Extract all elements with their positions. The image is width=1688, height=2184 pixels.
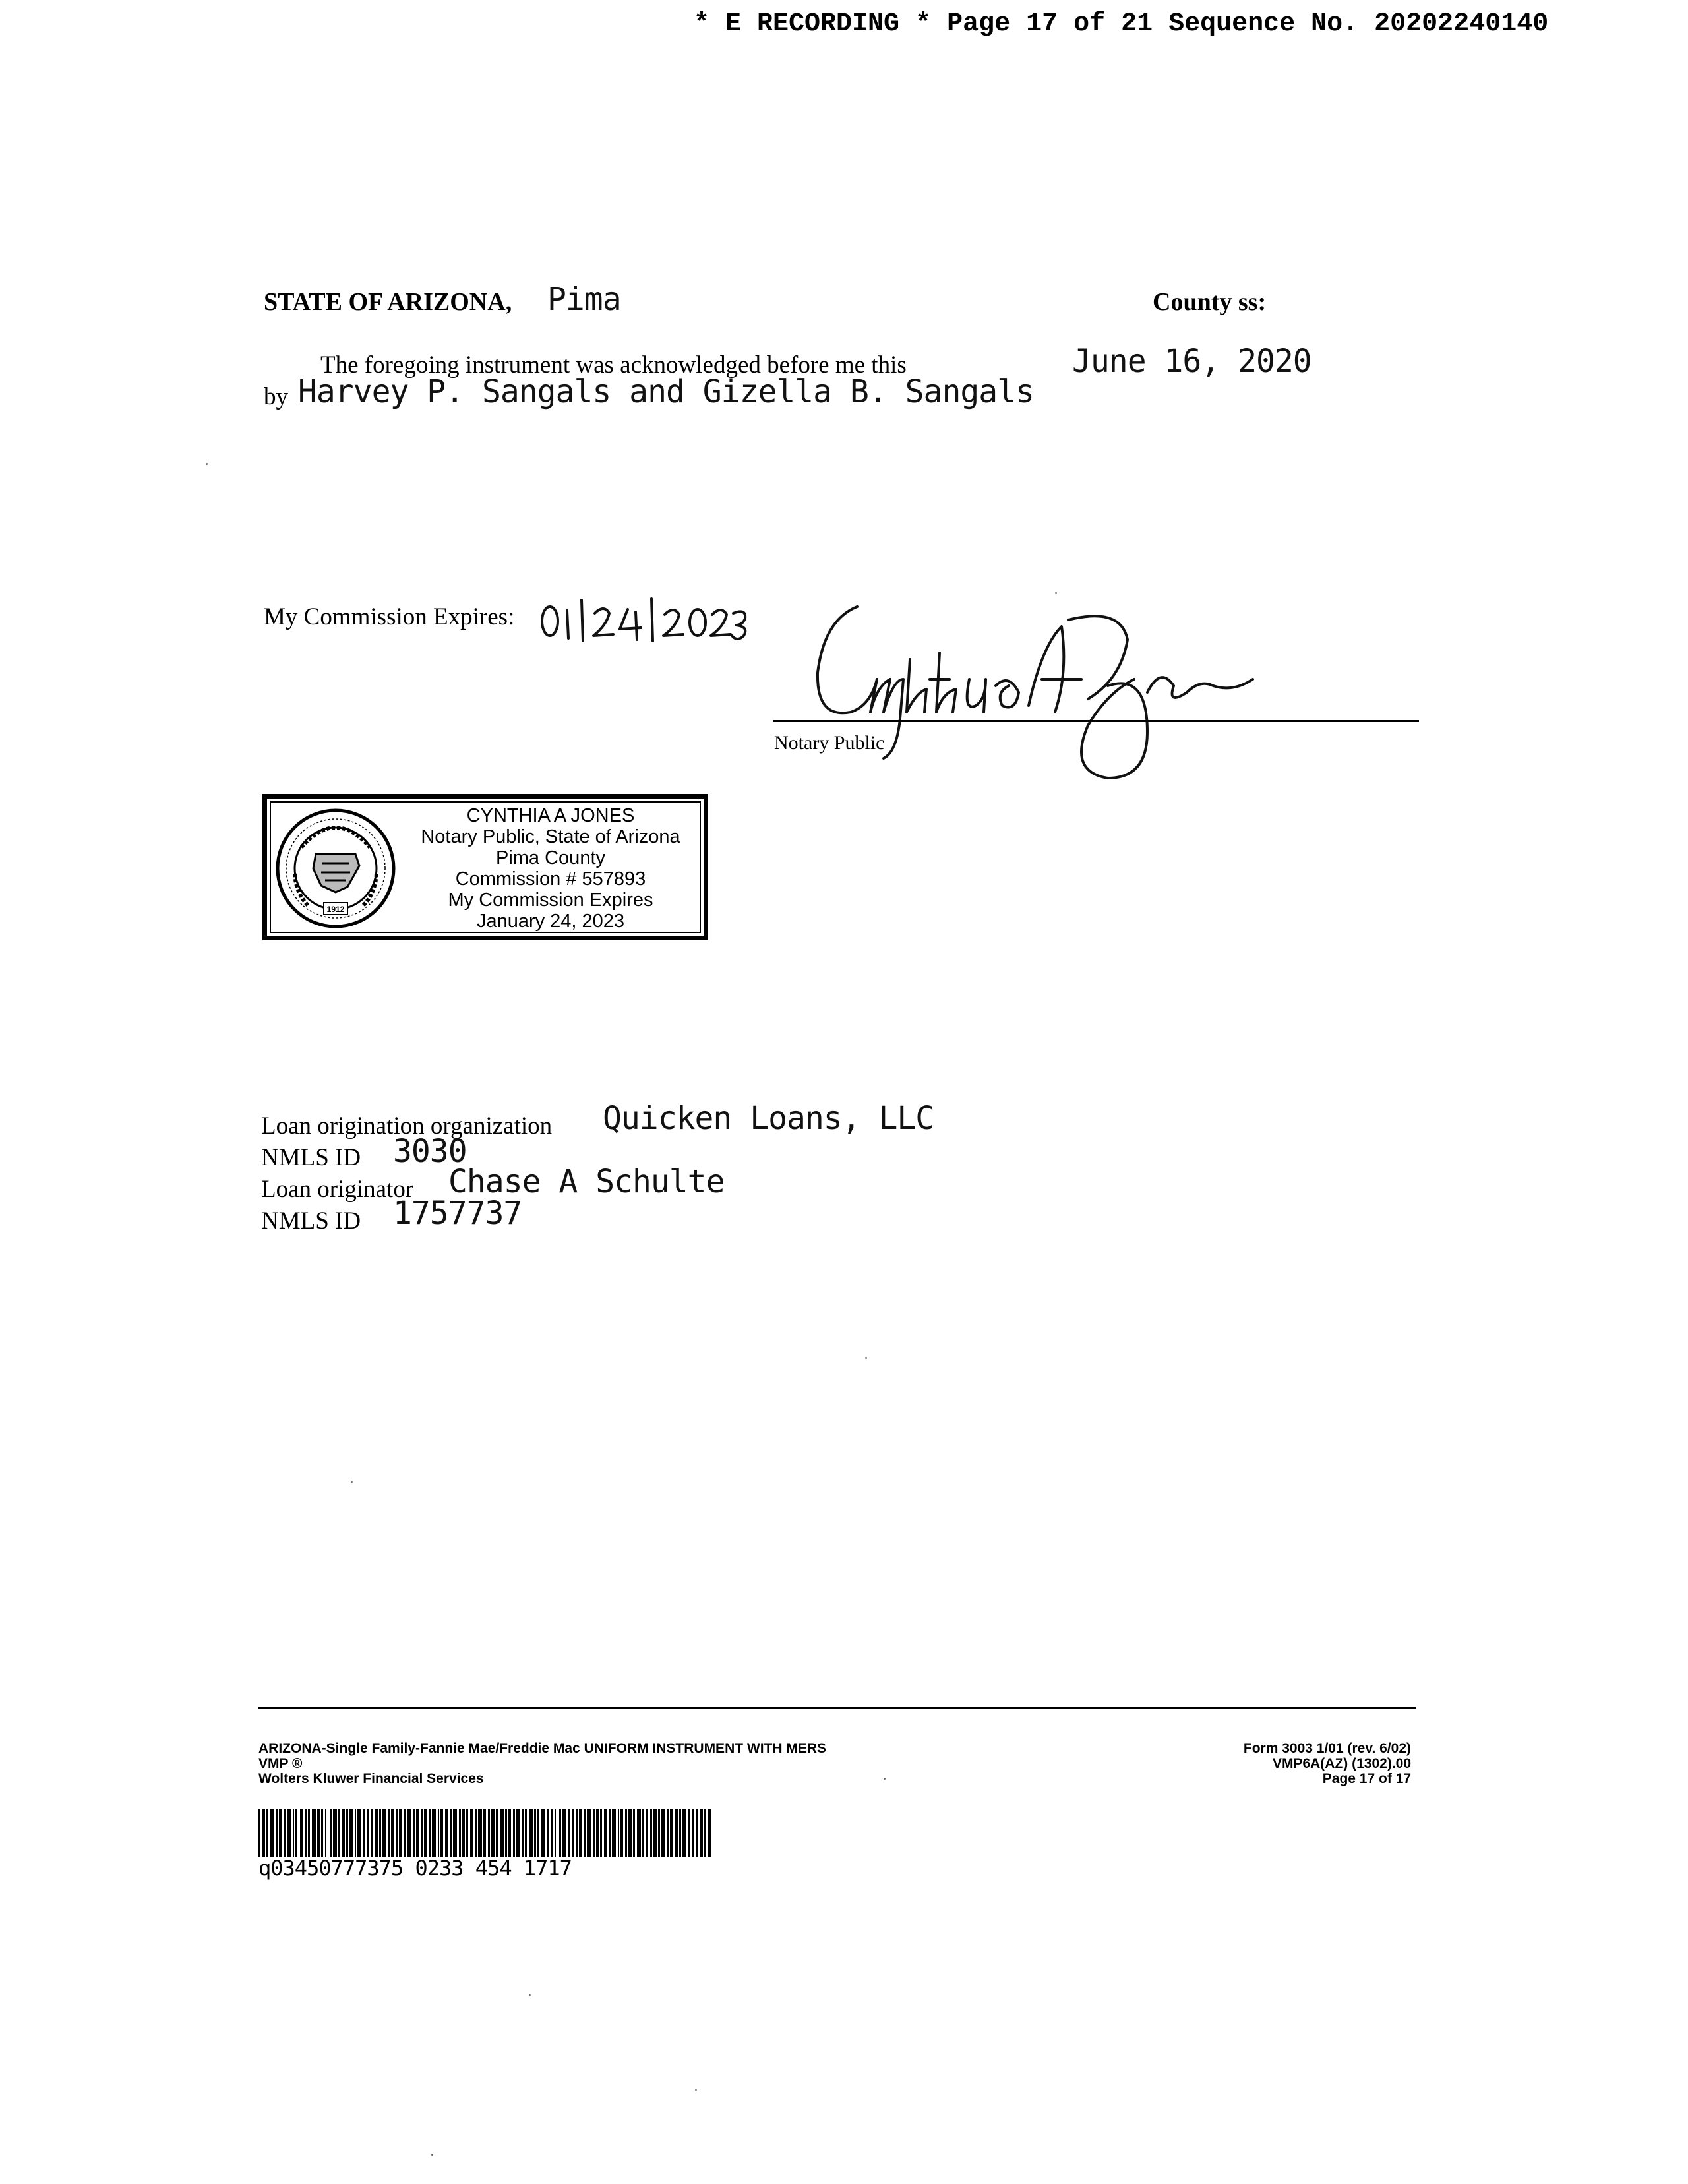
originator-nmls-value: 1757737: [393, 1195, 522, 1232]
footer-publisher: Wolters Kluwer Financial Services: [258, 1771, 484, 1786]
org-nmls-label: NMLS ID: [261, 1144, 361, 1171]
state-label: STATE OF ARIZONA,: [264, 288, 512, 316]
acknowledgment-statement: The foregoing instrument was acknowledged before me this: [320, 351, 907, 379]
org-nmls-value: 3030: [393, 1133, 467, 1170]
loan-org-label: Loan origination organization: [261, 1112, 553, 1139]
svg-text:1912: 1912: [326, 905, 345, 914]
state-seal-icon: [275, 808, 396, 929]
stamp-expires-label: My Commission Expires: [448, 890, 653, 911]
county-label: County ss:: [1153, 288, 1267, 316]
loan-org-value: Quicken Loans, LLC: [603, 1100, 934, 1137]
loan-originator-label: Loan originator: [261, 1176, 414, 1203]
notary-public-label: Notary Public: [774, 732, 885, 754]
footer-vmp-code: VMP6A(AZ) (1302).00: [1272, 1756, 1411, 1771]
barcode: [258, 1809, 711, 1857]
barcode-text: q03450777375 0233 454 1717: [258, 1856, 572, 1881]
recording-header: * E RECORDING * Page 17 of 21 Sequence No. 20202240140: [694, 9, 1549, 39]
county-value: Pima: [547, 281, 621, 318]
notary-stamp: [262, 794, 708, 940]
stamp-notary-title: Notary Public, State of Arizona: [421, 826, 680, 847]
signers-names: Harvey P. Sangals and Gizella B. Sangals: [298, 373, 1034, 410]
footer-vmp: VMP ®: [258, 1756, 303, 1771]
signature-line: [773, 720, 1419, 722]
footer-rule: [258, 1707, 1416, 1709]
stamp-county: Pima County: [495, 847, 605, 868]
footer-page-number: Page 17 of 17: [1322, 1771, 1411, 1786]
originator-nmls-label: NMLS ID: [261, 1207, 361, 1234]
stamp-commission-number: Commission # 557893: [455, 868, 646, 890]
footer-left: [258, 1741, 826, 1786]
by-label: by: [264, 383, 288, 410]
footer-form-number: Form 3003 1/01 (rev. 6/02): [1243, 1741, 1411, 1756]
footer-form-title: ARIZONA-Single Family-Fannie Mae/Freddie Mac UNIFORM INSTRUMENT WITH MERS: [258, 1741, 827, 1756]
acknowledgment-date: June 16, 2020: [1072, 343, 1311, 380]
stamp-expires-date: January 24, 2023: [476, 911, 625, 932]
commission-expires-label: My Commission Expires:: [264, 603, 515, 630]
notary-signature: [778, 580, 1292, 791]
stamp-notary-name: CYNTHIA A JONES: [466, 805, 635, 826]
footer-right: [1095, 1741, 1411, 1786]
commission-handwritten-date: [535, 592, 753, 645]
loan-originator-value: Chase A Schulte: [448, 1163, 725, 1200]
